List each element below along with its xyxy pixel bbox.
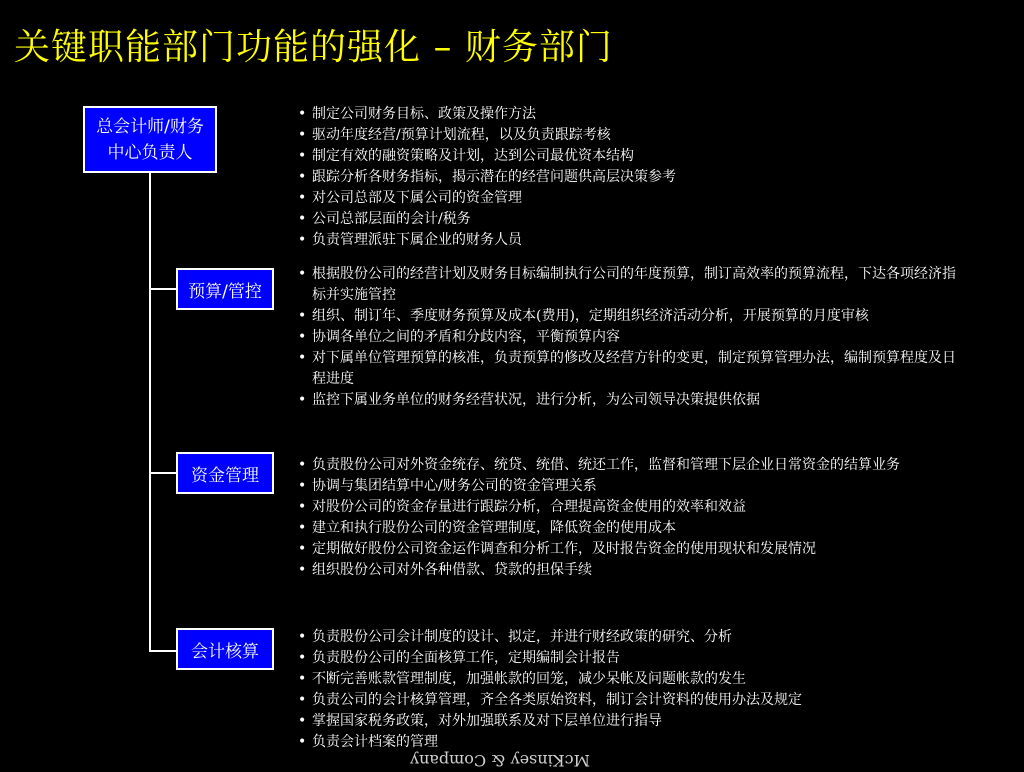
- list-item: • 负责股份公司会计制度的设计、拟定，并进行财经政策的研究、分析: [296, 627, 996, 648]
- list-item: • 建立和执行股份公司的资金管理制度，降低资金的使用成本: [296, 518, 964, 539]
- page-title: 关键职能部门功能的强化 – 财务部门: [14, 27, 613, 68]
- list-item: • 负责公司的会计核算管理，齐全各类原始资料，制订会计资料的使用办法及规定: [296, 690, 996, 711]
- org-box-budget-control: 预算/管控: [176, 268, 274, 310]
- list-item: • 负责管理派驻下属企业的财务人员: [296, 230, 996, 251]
- org-box-cfo: 总会计师/财务中心负责人: [83, 106, 217, 173]
- list-item: • 驱动年度经营/预算计划流程，以及负责跟踪考核: [296, 125, 996, 146]
- list-item: • 公司总部层面的会计/税务: [296, 209, 996, 230]
- accounting-responsibilities-list: [296, 627, 996, 753]
- list-item: • 对股份公司的资金存量进行跟踪分析，合理提高资金使用的效率和效益: [296, 497, 964, 518]
- company-logo: McKinsey & Company: [409, 751, 590, 770]
- list-item: • 定期做好股份公司资金运作调查和分析工作，及时报告资金的使用现状和发展情况: [296, 539, 964, 560]
- list-item: • 负责股份公司的全面核算工作，定期编制会计报告: [296, 648, 996, 669]
- list-item: • 根据股份公司的经营计划及财务目标编制执行公司的年度预算，制订高效率的预算流程，下达各项经济指标并实施管控: [296, 264, 956, 306]
- org-connector-accounting: [149, 650, 176, 652]
- list-item: • 负责会计档案的管理: [296, 732, 996, 753]
- funds-responsibilities-list: [296, 455, 964, 581]
- list-item: • 对公司总部及下属公司的资金管理: [296, 188, 996, 209]
- list-item: • 不断完善账款管理制度，加强帐款的回笼，减少呆帐及问题帐款的发生: [296, 669, 996, 690]
- org-connector-budget: [149, 288, 176, 290]
- list-item: • 协调各单位之间的矛盾和分歧内容，平衡预算内容: [296, 327, 956, 348]
- org-box-funds-management: 资金管理: [176, 452, 274, 494]
- list-item: • 组织股份公司对外各种借款、贷款的担保手续: [296, 560, 964, 581]
- list-item: • 监控下属业务单位的财务经营状况，进行分析，为公司领导决策提供依据: [296, 390, 956, 411]
- list-item: • 制定公司财务目标、政策及操作方法: [296, 104, 996, 125]
- budget-responsibilities-list: [296, 264, 956, 411]
- list-item: • 制定有效的融资策略及计划，达到公司最优资本结构: [296, 146, 996, 167]
- org-connector-funds: [149, 472, 176, 474]
- cfo-responsibilities-list: [296, 104, 996, 251]
- list-item: • 掌握国家税务政策，对外加强联系及对下层单位进行指导: [296, 711, 996, 732]
- list-item: • 协调与集团结算中心/财务公司的资金管理关系: [296, 476, 964, 497]
- list-item: • 跟踪分析各财务指标，揭示潜在的经营问题供高层决策参考: [296, 167, 996, 188]
- list-item: • 负责股份公司对外资金统存、统贷、统借、统还工作，监督和管理下层企业日常资金的结算业务: [296, 455, 964, 476]
- list-item: • 对下属单位管理预算的核准，负责预算的修改及经营方针的变更，制定预算管理办法，编制预算程度及日程进度: [296, 348, 956, 390]
- org-box-accounting: 会计核算: [176, 628, 274, 670]
- org-connector-vertical: [149, 173, 151, 651]
- list-item: • 组织、制订年、季度财务预算及成本(费用)，定期组织经济活动分析，开展预算的月度审核: [296, 306, 956, 327]
